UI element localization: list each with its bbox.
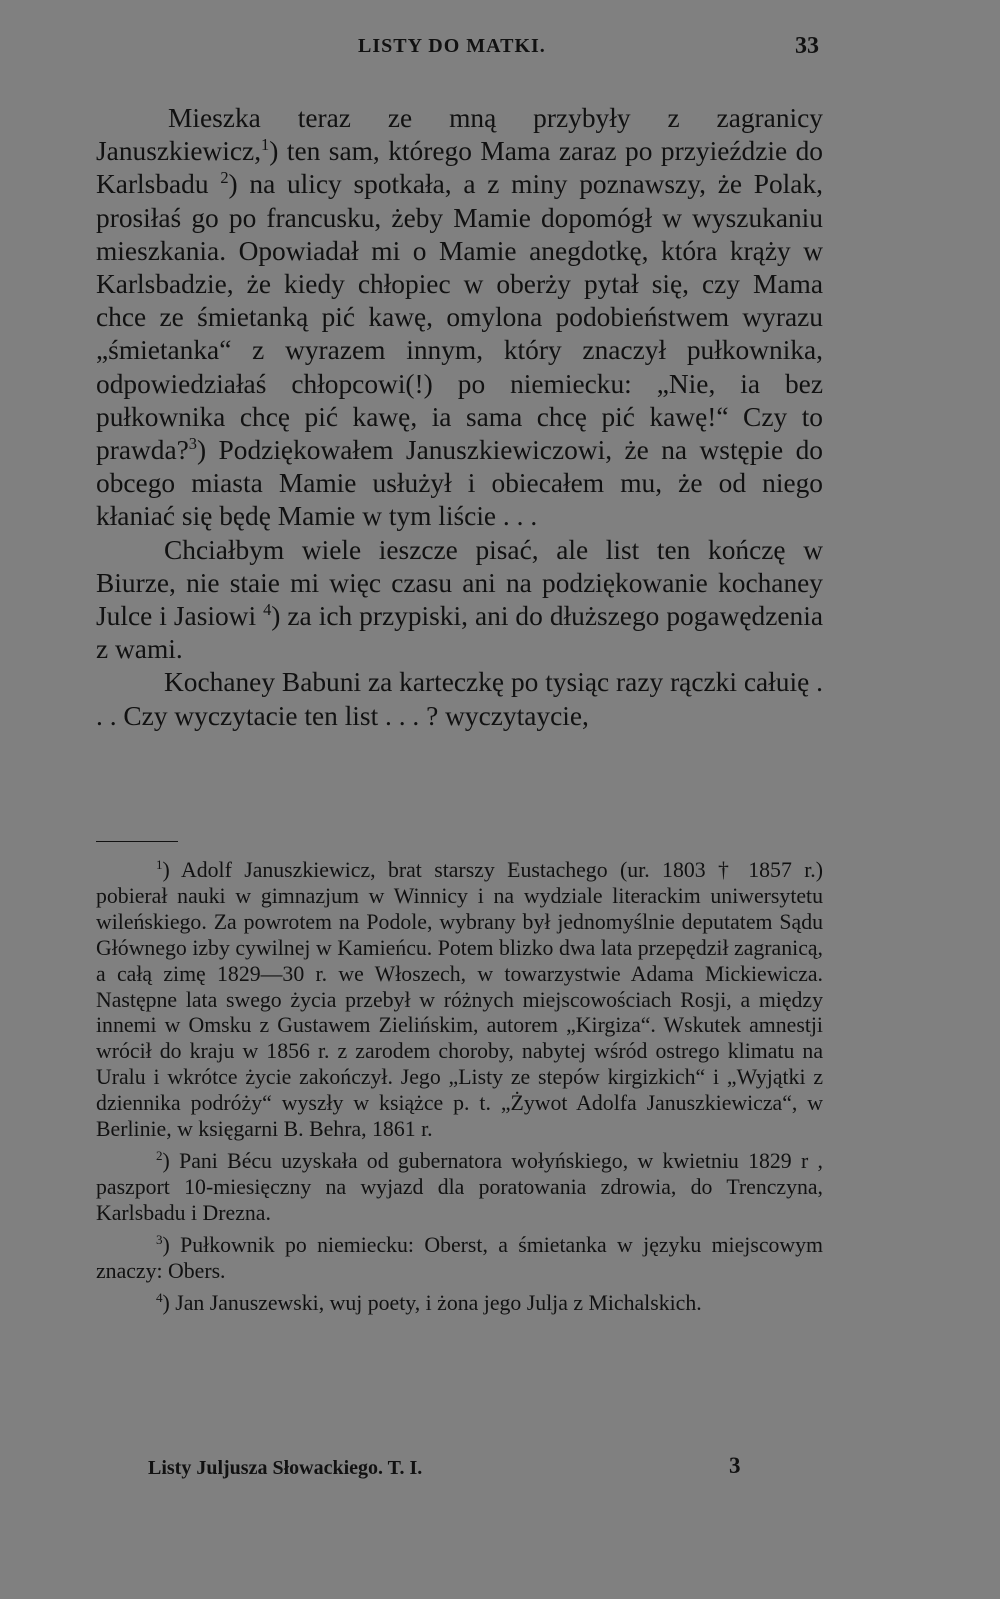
footnote bbox=[96, 1149, 823, 1227]
paragraph bbox=[96, 102, 823, 534]
main-text bbox=[96, 102, 823, 733]
footnote-text: ) Adolf Januszkiewicz, brat starszy Eustachego (ur. 1803 † 1857 r.) pobierał nauki w gimnazjum w Winnicy i na wydziale literackim uniwersytetu wileńskiego. Za powrotem na Podole, wybrany był jednomyślnie deputatem Sądu Głównego izby cywilnej w Kamieńcu. Potem blizko dwa lata przepędził zagranicą, a całą zimę 1829—30 r. we Włoszech, w towarzystwie Adama Mickiewicza. Następne lata swego życia przebył w różnych miejscowościach Rosji, a między innemi w Omsku z Gustawem Zielińskim, autorem „Kirgiza“. Wskutek amnestji wrócił do kraju w 1856 r. z zarodem choroby, nabytej wśród ostrego klimatu na Uralu i wkrótce życie zakończył. Jego „Listy ze stepów kirgizkich“ i „Wyjątki z dziennika podróży“ wyszły w książce p. t. „Żywot Adolfa Januszkiewicza“, w Berlinie, w księgarni B. Behra, 1861 r. bbox=[96, 858, 823, 1142]
text-run: Chciałbym wiele ieszcze pisać, ale list ten kończę w Biurze, nie staie mi więc czasu ani na podziękowanie kochaney Julce i Jasiowi bbox=[96, 534, 823, 632]
footnote-marker: 1 bbox=[156, 857, 163, 873]
page-footer bbox=[148, 1453, 748, 1487]
text-run: ) Podziękowałem Januszkiewiczowi, że na wstępie do obcego miasta Mamie usłużył i obiecałem mu, że od niego kłaniać się będę Mamie w tym liście . . . bbox=[96, 435, 823, 532]
footnote-text: ) Jan Januszewski, wuj poety, i żona jego Julja z Michalskich. bbox=[162, 1290, 702, 1315]
footnote-marker: 3 bbox=[156, 1231, 163, 1247]
paragraph bbox=[96, 666, 823, 732]
text-run: ) ten sam, którego Mama zaraz po przyieździe do Karlsbadu bbox=[96, 136, 823, 200]
text-run: ) za ich przypiski, ani do dłuższego pogawędzenia z wami. bbox=[96, 601, 823, 665]
text-run: Kochaney Babuni za karteczkę po tysiąc razy rączki całuię . . . Czy wyczytacie ten list . . . ? wyczytaycie, bbox=[96, 667, 823, 731]
footnote-text: ) Pani Bécu uzyskała od gubernatora wołyńskiego, w kwietniu 1829 r , paszport 10-miesięczny na wyjazd dla poratowania zdrowia, do Trenczyna, Karlsbadu i Drezna. bbox=[96, 1148, 823, 1225]
page-header bbox=[96, 33, 823, 63]
page-number: 33 bbox=[795, 33, 819, 59]
footnote-ref: 1 bbox=[261, 135, 270, 155]
footnote-ref: 4 bbox=[263, 600, 272, 620]
footer-title: Listy Juljusza Słowackiego. T. I. bbox=[148, 1457, 423, 1479]
footnote-ref: 2 bbox=[220, 168, 229, 188]
footnote bbox=[96, 858, 823, 1143]
signature-mark: 3 bbox=[729, 1453, 741, 1478]
footnote-separator bbox=[96, 841, 178, 842]
footnote-marker: 4 bbox=[156, 1289, 163, 1305]
footnotes bbox=[96, 858, 823, 1322]
paragraph bbox=[96, 534, 823, 667]
text-run: Mieszka teraz ze mną przybyły z zagranicy Januszkiewicz, bbox=[96, 103, 823, 167]
footnote-ref: 3 bbox=[188, 434, 197, 454]
footnote bbox=[96, 1233, 823, 1285]
footnote-text: ) Pułkownik po niemiecku: Oberst, a śmietanka w języku miejscowym znaczy: Obers. bbox=[96, 1232, 823, 1283]
footnote bbox=[96, 1291, 823, 1317]
running-head: LISTY DO MATKI. bbox=[358, 35, 546, 57]
text-run: ) na ulicy spotkała, a z miny poznawszy, że Polak, prosiłaś go po francusku, żeby Mamie dopomógł w wyszukaniu mieszkania. Opowiadał mi o Mamie anegdotkę, która krąży w Karlsbadzie, że kiedy chłopiec w oberży pytał się, czy Mama chce ze śmietanką pić kawę, omylona podobieństwem wyrazu „śmietanka“ z wyrazem innym, który znaczył pułkownika, odpowiedziałaś chłopcowi(!) po niemiecku: „Nie, ia bez pułkownika chcę pić kawę, ia sama chcę pić kawę!“ Czy to prawda? bbox=[96, 169, 823, 466]
footnote-marker: 2 bbox=[156, 1148, 163, 1164]
